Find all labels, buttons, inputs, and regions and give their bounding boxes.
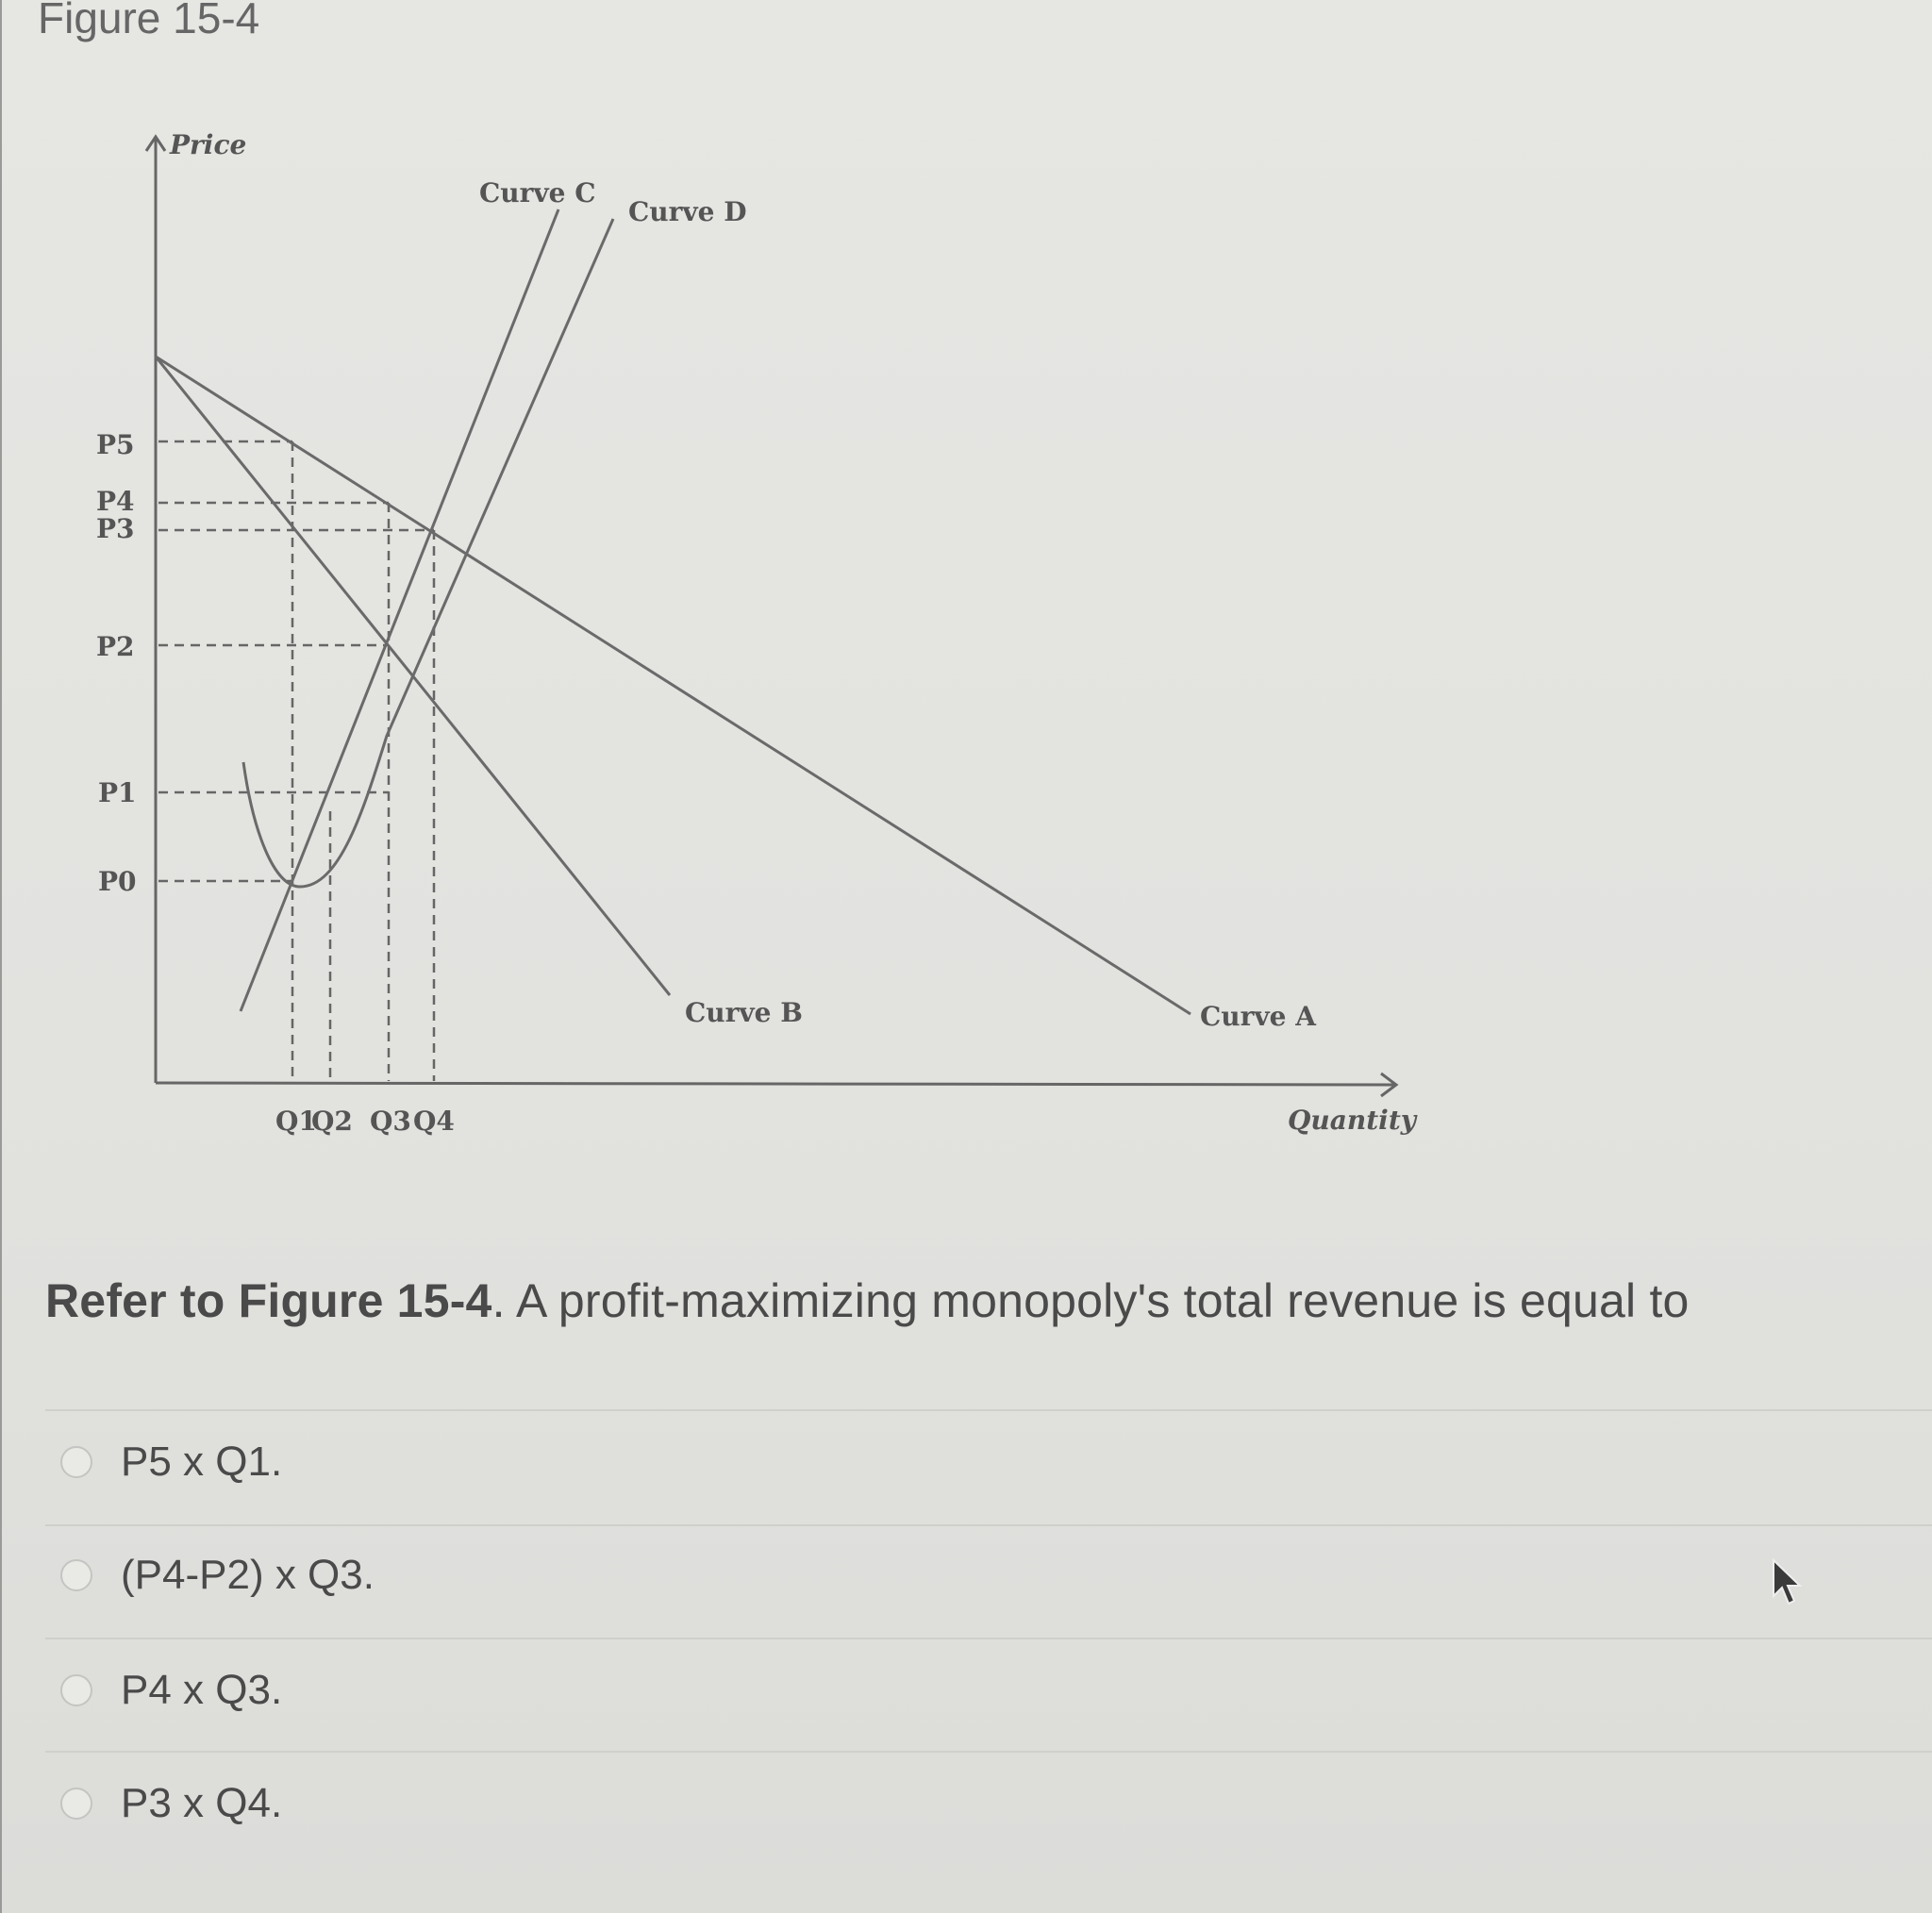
x-tick-q2: Q2 (311, 1106, 353, 1137)
option-4-label: P3 x Q4. (121, 1780, 283, 1826)
x-axis-title: Quantity (1288, 1105, 1417, 1136)
option-1[interactable] (60, 1434, 282, 1490)
option-3-label: P4 x Q3. (121, 1667, 283, 1713)
option-1-radio[interactable] (60, 1446, 92, 1478)
x-tick-q1: Q1 (275, 1106, 317, 1137)
option-4[interactable] (60, 1775, 282, 1832)
curve-d-line (243, 219, 613, 887)
option-2-label: (P4-P2) x Q3. (121, 1552, 375, 1598)
option-3[interactable] (60, 1662, 282, 1719)
y-axis-title: Price (170, 129, 247, 160)
question-text (45, 1273, 1690, 1328)
y-tick-p4: P4 (96, 486, 135, 517)
figure-title: Figure 15-4 (38, 0, 260, 42)
option-2-radio[interactable] (60, 1559, 92, 1591)
divider (45, 1524, 1932, 1526)
curve-b-label: Curve B (685, 997, 803, 1028)
y-tick-p2: P2 (96, 631, 135, 662)
y-tick-p0: P0 (98, 866, 137, 897)
curve-d-label: Curve D (628, 196, 747, 227)
curve-a-line (156, 357, 1191, 1014)
y-tick-p1: P1 (98, 777, 137, 808)
divider (45, 1409, 1932, 1411)
divider (45, 1751, 1932, 1753)
curve-c-label: Curve C (479, 177, 596, 208)
option-4-radio[interactable] (60, 1788, 92, 1820)
curve-c-line (241, 209, 558, 1011)
x-tick-q3: Q3 (370, 1106, 411, 1137)
y-tick-p3: P3 (96, 513, 135, 544)
divider (45, 1638, 1932, 1639)
y-tick-p5: P5 (96, 429, 135, 460)
question-body: . A profit-maximizing monopoly's total revenue is equal to (491, 1274, 1690, 1327)
option-1-label: P5 x Q1. (121, 1439, 283, 1485)
x-axis (156, 1083, 1394, 1085)
x-tick-q4: Q4 (413, 1106, 455, 1137)
option-2[interactable] (60, 1547, 375, 1604)
option-3-radio[interactable] (60, 1674, 92, 1706)
question-figure-ref: Refer to Figure 15-4 (45, 1274, 492, 1327)
curve-a-label: Curve A (1200, 1001, 1316, 1032)
mouse-pointer-icon (1770, 1558, 1807, 1611)
